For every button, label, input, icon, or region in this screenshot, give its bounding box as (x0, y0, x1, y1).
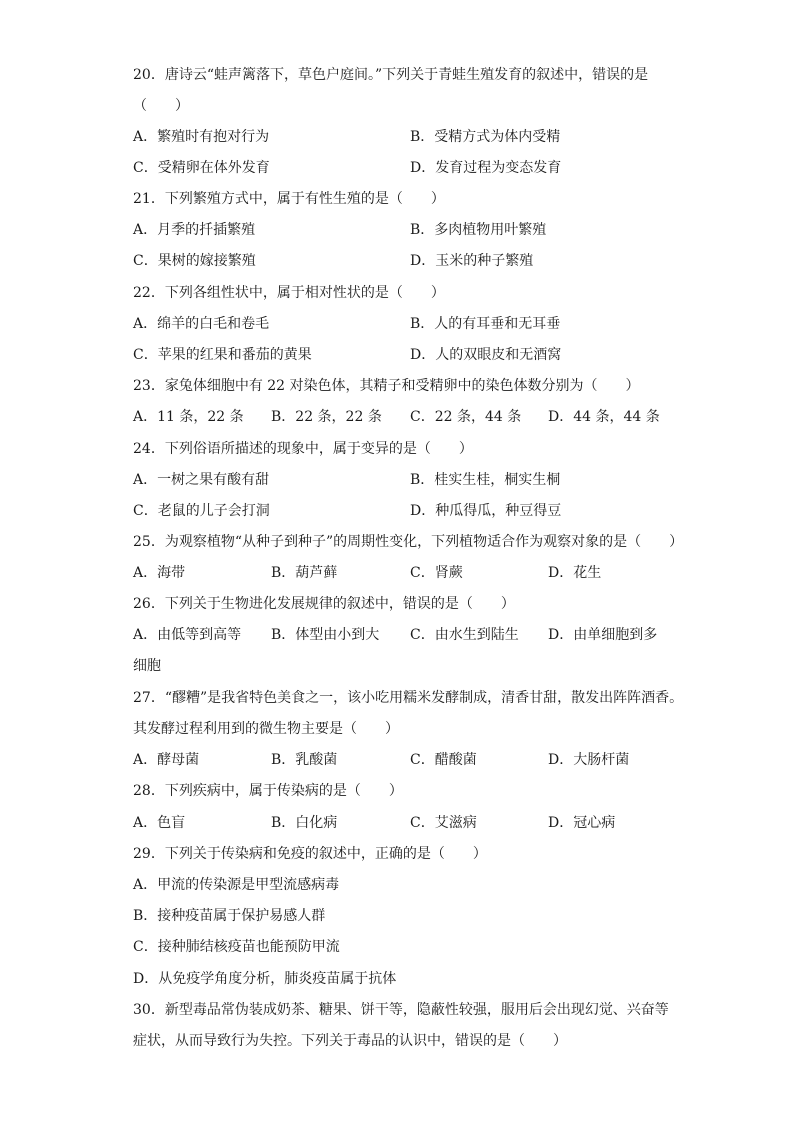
option-d: D．44 条，44 条 (548, 409, 660, 425)
question-28-options-row (133, 808, 673, 839)
option-a: A．甲流的传染源是甲型流感病毒 (133, 877, 340, 893)
question-26-options-row-wrap (133, 651, 673, 682)
option-d: D．冠心病 (548, 815, 616, 831)
option-a: A．一树之果有酸有甜 (133, 472, 270, 488)
option-b: B．葫芦藓 (271, 565, 338, 581)
question-21-options-row-1 (133, 215, 673, 246)
option-b: B．白化病 (271, 815, 338, 831)
question-26-stem (133, 589, 673, 620)
question-22-options-row-2 (133, 340, 673, 371)
question-23-options-row (133, 402, 673, 433)
option-b: B．多肉植物用叶繁殖 (410, 222, 547, 238)
question-20-stem-text: 20．唐诗云“蛙声篱落下，草色户庭间。”下列关于青蛙生殖发育的叙述中，错误的是 (133, 67, 649, 83)
option-a: A．绵羊的白毛和卷毛 (133, 316, 270, 332)
option-d: D．种瓜得瓜，种豆得豆 (410, 503, 562, 519)
option-c: C．接种肺结核疫苗也能预防甲流 (133, 939, 340, 955)
question-20-stem-line-2 (133, 91, 673, 122)
question-22-options-row-1 (133, 309, 673, 340)
option-a: A．月季的扦插繁殖 (133, 222, 256, 238)
question-25-stem (133, 527, 684, 558)
option-c: C．22 条，44 条 (410, 409, 522, 425)
question-30-stem-line-1 (133, 995, 673, 1026)
option-b: B．22 条，22 条 (271, 409, 382, 425)
question-27-options-row (133, 745, 673, 776)
option-c: C．苹果的红果和番茄的黄果 (133, 347, 312, 363)
question-30-stem-line-2 (133, 1026, 673, 1057)
question-27-stem-line-1 (133, 683, 684, 714)
option-c: C．肾蕨 (410, 565, 463, 581)
option-c: C．由水生到陆生 (410, 627, 519, 643)
option-c: C．果树的嫁接繁殖 (133, 253, 256, 269)
option-b: B．乳酸菌 (271, 752, 338, 768)
option-a: A．繁殖时有抱对行为 (133, 129, 270, 145)
question-21-stem (133, 184, 673, 215)
option-d: D．花生 (548, 565, 602, 581)
option-d: D．玉米的种子繁殖 (410, 253, 534, 269)
question-27-stem-text-continued: 其发酵过程利用到的微生物主要是（ ） (133, 721, 399, 737)
question-29-option-d-row (133, 964, 673, 995)
question-22-stem (133, 278, 673, 309)
question-29-option-a-row (133, 870, 673, 901)
question-23-stem-text: 23．家兔体细胞中有 22 对染色体，其精子和受精卵中的染色体数分别为（ ） (133, 378, 640, 394)
option-d: D．大肠杆菌 (548, 752, 630, 768)
question-26-options-row (133, 620, 673, 651)
question-29-stem (133, 839, 673, 870)
option-a: A．由低等到高等 (133, 627, 242, 643)
question-20-options-row-1 (133, 122, 673, 153)
option-c: C．艾滋病 (410, 815, 477, 831)
option-b: B．桂实生桂，桐实生桐 (410, 472, 561, 488)
option-b: B．人的有耳垂和无耳垂 (410, 316, 561, 332)
question-20-answer-blank: （ ） (133, 98, 189, 114)
question-27-stem-line-2 (133, 714, 673, 745)
question-21-stem-text: 21．下列繁殖方式中，属于有性生殖的是（ ） (133, 191, 445, 207)
question-23-stem (133, 371, 673, 402)
option-b: B．体型由小到大 (271, 627, 380, 643)
question-21-options-row-2 (133, 246, 673, 277)
option-d-continued: 细胞 (133, 658, 161, 674)
option-c: C．受精卵在体外发育 (133, 160, 270, 176)
option-b: B．受精方式为体内受精 (410, 129, 561, 145)
question-30-stem-text-continued: 症状，从而导致行为失控。下列关于毒品的认识中，错误的是（ ） (133, 1033, 567, 1049)
question-26-stem-text: 26．下列关于生物进化发展规律的叙述中，错误的是（ ） (133, 596, 515, 612)
question-24-stem-text: 24．下列俗语所描述的现象中，属于变异的是（ ） (133, 441, 473, 457)
question-24-stem (133, 434, 673, 465)
question-28-stem-text: 28．下列疾病中，属于传染病的是（ ） (133, 783, 403, 799)
option-a: A．海带 (133, 565, 186, 581)
option-a: A．色盲 (133, 815, 186, 831)
question-29-option-c-row (133, 932, 673, 963)
question-25-options-row (133, 558, 673, 589)
option-a: A．酵母菌 (133, 752, 200, 768)
option-d: D．发育过程为变态发育 (410, 160, 562, 176)
option-d: D．从免疫学角度分析，肺炎疫苗属于抗体 (133, 971, 397, 987)
question-28-stem (133, 776, 673, 807)
option-a: A．11 条，22 条 (133, 409, 244, 425)
option-c: C．醋酸菌 (410, 752, 477, 768)
option-c: C．老鼠的儿子会打洞 (133, 503, 270, 519)
question-29-option-b-row (133, 901, 673, 932)
question-30-stem-text: 30．新型毒品常伪装成奶茶、糖果、饼干等，隐蔽性较强，服用后会出现幻觉、兴奋等 (133, 1002, 669, 1018)
question-20-options-row-2 (133, 153, 673, 184)
option-d: D．由单细胞到多 (548, 627, 658, 643)
option-b: B．接种疫苗属于保护易感人群 (133, 908, 326, 924)
question-22-stem-text: 22．下列各组性状中，属于相对性状的是（ ） (133, 285, 445, 301)
question-27-stem-text: 27．“醪糟”是我省特色美食之一，该小吃用糯米发酵制成，清香甘甜，散发出阵阵酒香。 (133, 690, 684, 706)
question-29-stem-text: 29．下列关于传染病和免疫的叙述中，正确的是（ ） (133, 846, 487, 862)
question-24-options-row-2 (133, 496, 673, 527)
question-24-options-row-1 (133, 465, 673, 496)
question-20-stem-line-1 (133, 60, 673, 91)
question-25-stem-text: 25．为观察植物“从种子到种子”的周期性变化，下列植物适合作为观察对象的是（ ） (133, 534, 684, 550)
option-d: D．人的双眼皮和无酒窝 (410, 347, 562, 363)
